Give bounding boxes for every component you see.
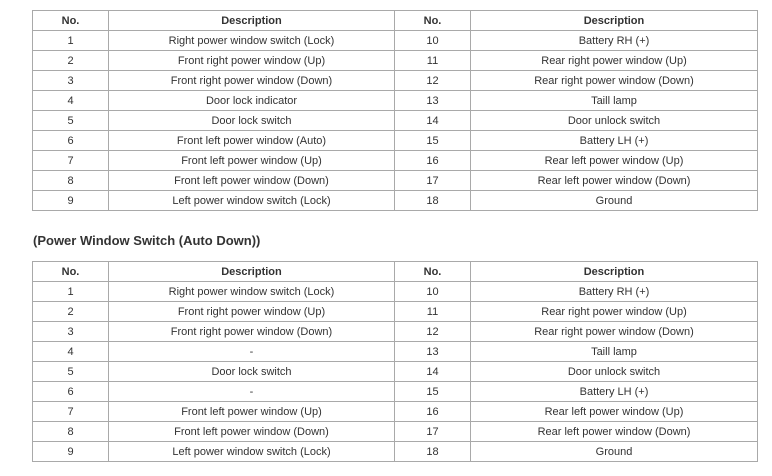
pin-number: 14 [395, 111, 471, 131]
pin-number: 15 [395, 382, 471, 402]
pin-description: Front right power window (Up) [109, 302, 395, 322]
pin-number: 13 [395, 91, 471, 111]
pin-description: Door unlock switch [471, 111, 758, 131]
pin-description: Door unlock switch [471, 362, 758, 382]
table-row [33, 282, 758, 302]
pin-number: 7 [33, 151, 109, 171]
pin-description: Battery RH (+) [471, 31, 758, 51]
pin-number: 5 [33, 362, 109, 382]
table-header-row [33, 11, 758, 31]
pin-description: Front left power window (Up) [109, 402, 395, 422]
pin-number: 5 [33, 111, 109, 131]
pin-number: 4 [33, 342, 109, 362]
pin-description: Rear right power window (Up) [471, 51, 758, 71]
pin-description: Battery RH (+) [471, 282, 758, 302]
pin-description: Left power window switch (Lock) [109, 442, 395, 462]
pin-description: Rear left power window (Down) [471, 171, 758, 191]
pin-number: 7 [33, 402, 109, 422]
pin-description: Ground [471, 191, 758, 211]
pin-number: 9 [33, 442, 109, 462]
pin-number: 18 [395, 191, 471, 211]
table-row [33, 422, 758, 442]
pin-number: 2 [33, 302, 109, 322]
table-row [33, 131, 758, 151]
table-row [33, 31, 758, 51]
pin-description: - [109, 382, 395, 402]
pin-table-power-window-switch-auto-down [32, 261, 758, 462]
header-no-left: No. [33, 262, 109, 282]
pin-description: Rear right power window (Down) [471, 71, 758, 91]
pin-description: Left power window switch (Lock) [109, 191, 395, 211]
table-row [33, 71, 758, 91]
header-no-right: No. [395, 11, 471, 31]
pin-description: Rear left power window (Up) [471, 402, 758, 422]
pin-description: Rear right power window (Up) [471, 302, 758, 322]
pin-description: Ground [471, 442, 758, 462]
header-description-right: Description [471, 262, 758, 282]
pin-number: 9 [33, 191, 109, 211]
pin-description: Right power window switch (Lock) [109, 31, 395, 51]
pin-number: 15 [395, 131, 471, 151]
table-row [33, 91, 758, 111]
pin-description: Front left power window (Down) [109, 171, 395, 191]
header-description-left: Description [109, 11, 395, 31]
pin-number: 8 [33, 422, 109, 442]
table-row [33, 151, 758, 171]
pin-description: Battery LH (+) [471, 382, 758, 402]
pin-description: Rear left power window (Down) [471, 422, 758, 442]
table-row [33, 442, 758, 462]
pin-description: Rear right power window (Down) [471, 322, 758, 342]
pin-table-power-window-switch [32, 10, 758, 211]
pin-description: Right power window switch (Lock) [109, 282, 395, 302]
table-row [33, 171, 758, 191]
pin-number: 18 [395, 442, 471, 462]
header-description-right: Description [471, 11, 758, 31]
table-row [33, 342, 758, 362]
pin-number: 12 [395, 71, 471, 91]
table-row [33, 111, 758, 131]
table-row [33, 362, 758, 382]
table-row [33, 51, 758, 71]
pin-description: Front left power window (Auto) [109, 131, 395, 151]
pin-description: Front right power window (Down) [109, 322, 395, 342]
pin-description: Front right power window (Down) [109, 71, 395, 91]
header-description-left: Description [109, 262, 395, 282]
pin-number: 17 [395, 171, 471, 191]
pin-number: 10 [395, 31, 471, 51]
pin-number: 10 [395, 282, 471, 302]
pin-number: 1 [33, 31, 109, 51]
pin-number: 3 [33, 322, 109, 342]
pin-number: 4 [33, 91, 109, 111]
pin-number: 6 [33, 131, 109, 151]
header-no-left: No. [33, 11, 109, 31]
pin-number: 16 [395, 151, 471, 171]
pin-number: 11 [395, 51, 471, 71]
pin-number: 11 [395, 302, 471, 322]
pin-description: - [109, 342, 395, 362]
pin-number: 13 [395, 342, 471, 362]
table-header-row [33, 262, 758, 282]
table-row [33, 322, 758, 342]
pin-number: 16 [395, 402, 471, 422]
pin-number: 6 [33, 382, 109, 402]
header-no-right: No. [395, 262, 471, 282]
table-row [33, 302, 758, 322]
pin-number: 12 [395, 322, 471, 342]
pin-description: Door lock switch [109, 111, 395, 131]
pin-description: Front left power window (Down) [109, 422, 395, 442]
section-title: (Power Window Switch (Auto Down)) [33, 233, 261, 248]
pin-number: 14 [395, 362, 471, 382]
pin-description: Door lock switch [109, 362, 395, 382]
table-row [33, 382, 758, 402]
pin-number: 8 [33, 171, 109, 191]
pin-number: 2 [33, 51, 109, 71]
pin-number: 17 [395, 422, 471, 442]
pin-description: Front left power window (Up) [109, 151, 395, 171]
pin-description: Front right power window (Up) [109, 51, 395, 71]
pin-description: Door lock indicator [109, 91, 395, 111]
table-row [33, 191, 758, 211]
pin-number: 3 [33, 71, 109, 91]
pin-description: Battery LH (+) [471, 131, 758, 151]
pin-description: Taill lamp [471, 91, 758, 111]
pin-description: Taill lamp [471, 342, 758, 362]
pin-number: 1 [33, 282, 109, 302]
pin-description: Rear left power window (Up) [471, 151, 758, 171]
table-row [33, 402, 758, 422]
